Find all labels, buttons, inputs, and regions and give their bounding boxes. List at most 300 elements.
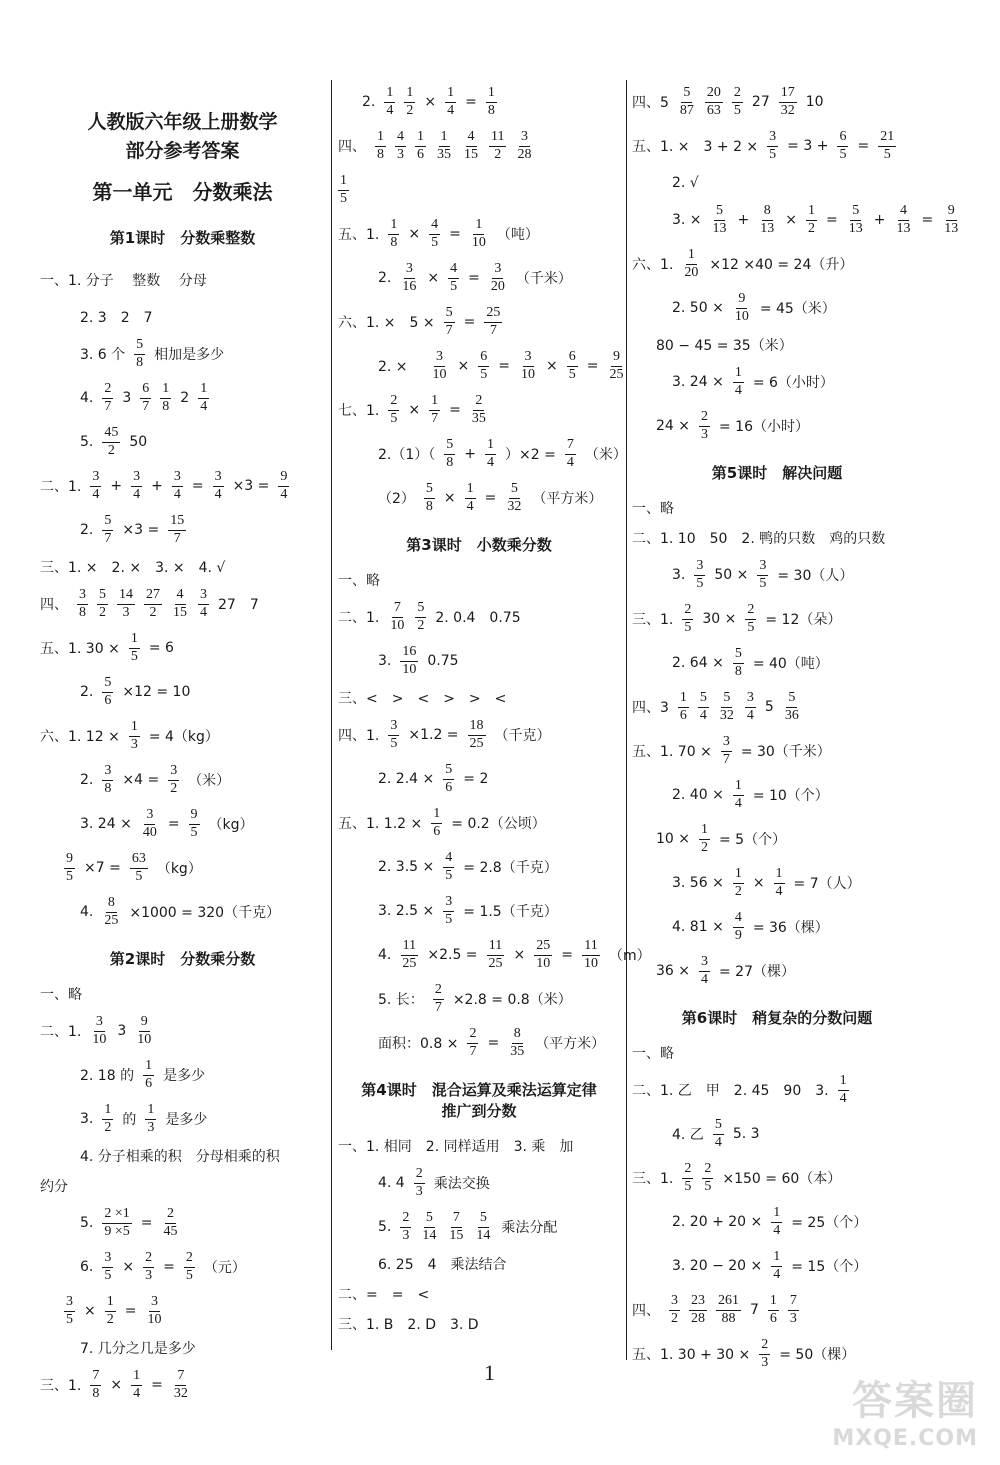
answer-text: （kg） [156,861,202,877]
fraction [489,262,507,294]
answer-text: 7. 几分之几是多少 [80,1341,196,1357]
fraction-denominator: 2 [170,780,178,796]
fraction [145,1295,163,1327]
answer-line [632,1112,922,1156]
document-title [40,108,325,166]
answer-text: 4. [80,390,94,406]
fraction-numerator: 5 [444,438,455,455]
fraction-numerator: 3 [172,470,183,487]
answer-text: = 30（人） [777,568,854,584]
fraction [486,86,497,118]
fraction-numerator: 1 [102,1103,113,1120]
column-divider-left [331,80,332,1350]
fraction [768,1294,779,1326]
answer-text: 5. [80,434,94,450]
fraction [699,823,710,855]
answer-text: × [84,1303,96,1319]
fraction-numerator: 2 [400,1211,411,1228]
answer-text: 2. [378,270,392,286]
answer-text: 四、 [40,597,68,613]
fraction-denominator: 25 [469,735,484,751]
answer-line [632,523,922,553]
answer-text: = 40（吨） [752,656,829,672]
answer-text: = 25（个） [791,1215,868,1231]
fraction-numerator: 25 [484,306,502,323]
fraction-denominator: 5 [66,868,73,884]
answer-text: 四、3 [632,700,669,716]
fraction-numerator: 3 [492,262,503,279]
answer-text: 六、1. [632,257,674,273]
fraction-numerator: 5 [713,1118,724,1135]
answer-line [338,889,620,933]
answer-line [632,1038,922,1068]
fraction [130,852,148,884]
fraction-numerator: 2 [165,1207,176,1224]
fraction-numerator: 1 [439,130,450,147]
answer-text: = 3 + [787,138,829,154]
fraction-denominator: 6 [679,707,687,723]
fraction-numerator: 6 [140,382,151,399]
fraction [388,218,399,250]
answer-text: 六、1. × 5 × [338,315,435,331]
fraction-denominator: 2 [107,442,115,458]
fraction-numerator: 5 [681,86,692,103]
answer-line [40,979,325,1009]
fraction [131,470,142,502]
answer-line [338,388,620,432]
answer-text: 2. [80,522,94,538]
fraction-numerator: 2 [184,1251,195,1268]
answer-text: 的 [122,1112,137,1128]
fraction [168,514,186,546]
column-right [632,80,959,1376]
answer-text: = [586,358,599,374]
answer-text: + [151,478,163,494]
answer-line [338,212,620,256]
fraction [134,338,145,370]
answer-line [40,1363,325,1407]
fraction-denominator: 4 [734,382,742,398]
fraction-numerator: 1 [771,1206,782,1223]
fraction [733,779,744,811]
fraction [699,955,710,987]
fraction-numerator: 2 [143,1251,154,1268]
lesson-heading: 第2课时 分数乘分数 [109,950,256,968]
answer-text: = [124,1303,137,1319]
fraction-denominator: 4 [487,454,494,470]
fraction [105,1295,116,1327]
answer-text: （吨） [496,227,539,243]
answer-text: × [408,402,421,418]
answer-text: 是多少 [163,1068,206,1084]
fraction [338,174,349,206]
column-right-content [632,80,959,1376]
answer-text: 5. [80,1215,94,1231]
answer-text: ×3 = [232,478,270,494]
fraction-denominator: 3 [415,1183,423,1199]
fraction-denominator: 28 [517,146,532,162]
fraction-denominator: 8 [79,604,86,620]
watermark [832,1369,978,1451]
fraction [388,719,399,751]
fraction [102,426,120,458]
fraction [443,851,454,883]
fraction-denominator: 45 [163,1223,178,1239]
answer-line [40,376,325,420]
answer-line [338,1249,620,1279]
answer-text: ×2.8 = 0.8（米） [452,992,572,1008]
answer-line [40,1289,325,1333]
fraction-numerator: 2 [467,1027,478,1044]
fraction-denominator: 8 [104,780,112,796]
answer-text: 30 × [702,611,737,627]
fraction-denominator: 8 [377,146,384,162]
fraction-numerator: 1 [771,1250,782,1267]
answer-line [338,757,620,801]
answer-line [40,758,325,802]
fraction [478,350,489,382]
fraction-denominator: 4 [839,1090,847,1106]
fraction-denominator: 3 [761,1354,769,1370]
answer-text: × [457,358,470,374]
fraction [429,394,440,426]
fraction-denominator: 4 [92,486,100,502]
fraction [443,763,454,795]
fraction-denominator: 3 [701,426,708,442]
fraction [184,1251,195,1283]
answer-text: 2. 2.4 × [378,771,435,787]
fraction [102,1103,113,1135]
fraction-numerator: 4 [733,911,744,928]
fraction-numerator: 9 [278,470,289,487]
answer-text: 五、1. × 3 + 2 × [632,139,759,155]
answer-line [40,626,325,670]
answer-text: = 36（棵） [752,920,829,936]
fraction-numerator: 3 [404,262,415,279]
answer-text: 二、1. [338,610,380,626]
answer-text: = 6 [148,640,174,656]
answer-line [632,80,922,124]
answer-line [40,420,325,464]
answer-line [40,1333,325,1363]
answer-text: + [464,446,476,462]
column-divider-right [626,80,627,1360]
fraction [669,1294,680,1326]
fraction-denominator: 10 [734,308,749,324]
fraction-numerator: 1 [160,382,171,399]
fraction-numerator: 6 [837,130,848,147]
fraction [567,350,578,382]
fraction-numerator: 5 [509,482,520,499]
answer-line [632,817,922,861]
answer-text: = 30（千米） [740,744,831,760]
fraction-numerator: 1 [768,1294,779,1311]
answer-text: ×7 = [84,860,121,876]
fraction-denominator: 4 [133,1385,141,1401]
answer-text: 2. 3 2 7 [80,310,153,326]
answer-text: = [167,816,180,832]
answer-text: 2. [80,684,94,700]
fraction-denominator: 4 [773,1222,781,1238]
answer-line [40,508,325,552]
answer-text: 27 7 [218,597,259,613]
fraction-denominator: 5 [883,146,891,162]
answer-text: = [921,212,934,228]
fraction-numerator: 5 [134,338,145,355]
answer-text: 4. 分子相乘的积 分母相乘的积 [80,1149,280,1165]
fraction-numerator: 2 [414,1167,425,1184]
answer-text: = [191,478,204,494]
fraction-denominator: 5 [696,575,704,591]
fraction-numerator: 8 [512,1027,523,1044]
answer-line [40,258,325,302]
fraction [431,807,442,839]
fraction [713,1118,724,1150]
answer-line [632,493,922,523]
fraction-denominator: 32 [780,102,795,118]
answer-line [338,565,620,595]
fraction [759,1338,770,1370]
fraction [189,808,200,840]
fraction-numerator: 1 [198,382,209,399]
answer-text: 三、1. [632,1171,674,1187]
answer-text: 36 × [656,963,690,979]
fraction [375,130,386,162]
fraction [198,382,209,414]
fraction-denominator: 4 [714,1134,722,1150]
fraction [678,691,689,723]
fraction-numerator: 9 [139,1015,150,1032]
fraction [97,588,108,620]
fraction [435,130,453,162]
answer-line [40,1245,325,1289]
fraction-denominator: 3 [397,146,404,162]
fraction-numerator: 261 [716,1294,741,1311]
fraction-numerator: 16 [400,645,418,662]
fraction-denominator: 5 [340,190,347,206]
fraction-denominator: 6 [145,1075,153,1091]
answer-line [632,597,922,641]
fraction-numerator: 1 [143,1059,154,1076]
answer-text: 2. 64 × [672,655,724,671]
fraction-numerator: 4 [429,218,440,235]
answer-text: 约分 [40,1179,68,1195]
answer-text: （平方米） [532,491,603,507]
fraction-numerator: 3 [434,350,445,367]
fraction [470,218,488,250]
fraction-numerator: 6 [478,350,489,367]
answer-text: ×150 = 60（本） [722,1171,842,1187]
answer-line [338,124,620,168]
answer-text: = [151,1377,163,1393]
fraction-numerator: 2 [473,394,484,411]
fraction-denominator: 28 [691,1310,705,1326]
answer-line [40,302,325,332]
answer-text: 6. [80,1259,94,1275]
fraction-denominator: 4 [280,486,288,502]
answer-text: = [498,358,511,374]
fraction-denominator: 2 [406,102,414,118]
fraction-numerator: 1 [486,86,497,103]
answer-text: = 1.5（千克） [463,904,558,920]
fraction [143,1251,154,1283]
fraction-numerator: 5 [850,204,861,221]
fraction-numerator: 1 [429,394,440,411]
answer-text: 3. [672,567,686,583]
fraction-denominator: 6 [433,823,441,839]
fraction [424,482,435,514]
fraction-denominator: 7 [431,410,439,426]
answer-text: （2） [378,491,415,507]
answer-text: = [826,212,838,228]
answer-line [632,1200,922,1244]
fraction-denominator: 4 [133,486,141,502]
fraction-numerator: 5 [733,647,744,664]
answer-text: 二、1. 10 50 2. 鸭的只数 鸡的只数 [632,531,886,547]
fraction-denominator: 5 [185,1267,193,1283]
fraction-numerator: 2 [702,1162,713,1179]
fraction [806,204,817,236]
page-number: 1 [484,1360,495,1385]
fraction [102,764,113,796]
fraction [429,218,440,250]
fraction-denominator: 9 ×5 [104,1223,130,1239]
fraction-denominator: 3 [130,736,138,752]
fraction-denominator: 4 [214,486,222,502]
answer-text: + [737,212,750,228]
fraction [682,248,700,280]
fraction-denominator: 5 [839,146,847,162]
answer-line [40,1141,325,1171]
answer-text: 2. [80,772,94,788]
fraction-numerator: 27 [144,588,162,605]
fraction-denominator: 5 [450,278,458,294]
fraction [213,470,224,502]
fraction-numerator: 2 [682,603,693,620]
fraction-denominator: 10 [92,1031,107,1047]
fraction-denominator: 5 [769,146,777,162]
answer-line [338,300,620,344]
fraction-denominator: 35 [437,146,451,162]
fraction-denominator: 2 [671,1310,678,1326]
fraction-numerator: 2 [759,1338,770,1355]
fraction [433,983,444,1015]
answer-text: 7 [750,1302,759,1318]
fraction-denominator: 10 [147,1311,162,1327]
answer-line [338,476,620,520]
fraction-denominator: 10 [584,955,599,971]
fraction-denominator: 10 [402,661,417,677]
fraction-numerator: 5 [698,691,709,708]
fraction-denominator: 2 [701,839,708,855]
fraction [467,1027,478,1059]
answer-line [338,168,620,212]
fraction-numerator: 1 [686,248,697,265]
fraction [505,482,523,514]
fraction-denominator: 10 [471,234,486,250]
answer-text: = [463,314,476,330]
answer-text: 4. 81 × [672,919,724,935]
answer-text: × [424,94,437,110]
fraction-denominator: 10 [390,617,405,633]
answer-text: 80 − 45 = 35（米） [656,338,793,354]
lesson-heading: 第4课时 混合运算及乘法运算定律 推广到分数 [361,1081,597,1120]
fraction-denominator: 5 [733,102,741,118]
fraction [470,394,488,426]
answer-line [338,1309,620,1339]
answer-line [40,332,325,376]
answer-text: 27 [751,94,770,110]
fraction-numerator: 3 [144,808,155,825]
fraction-numerator: 9 [611,350,622,367]
fraction [415,601,426,633]
fraction [508,1027,526,1059]
answer-text: 2. 18 的 [80,1068,135,1084]
answer-text: = 27（棵） [719,964,795,980]
fraction-numerator: 1 [774,867,785,884]
fraction-numerator: 1 [678,691,689,708]
answer-text: 是多少 [165,1112,208,1128]
fraction [468,719,486,751]
answer-text: 2. 20 + 20 × [672,1214,763,1230]
fraction-numerator: 1 [733,779,744,796]
fraction [682,1162,693,1194]
fraction-numerator: 1 [105,1295,116,1312]
fraction-numerator: 1 [485,438,496,455]
lesson-heading: 第5课时 解决问题 [711,464,843,482]
fraction [718,691,736,723]
answer-text: 四、1. [338,728,380,744]
fraction [162,1207,180,1239]
fraction [711,204,729,236]
answer-text: ×3 = [122,522,160,538]
fraction-denominator: 88 [721,1310,736,1326]
fraction-numerator: 15 [168,514,186,531]
fraction-denominator: 7 [173,530,181,546]
fraction-numerator: 9 [189,808,200,825]
fraction-numerator: 2 [732,86,743,103]
fraction-numerator: 3 [94,1015,105,1032]
answer-text: = [487,1035,500,1051]
fraction-numerator: 3 [669,1294,680,1311]
fraction [519,350,537,382]
fraction [90,1369,101,1401]
answer-text: 七、1. [338,403,380,419]
fraction-numerator: 5 [786,691,797,708]
title-line-2: 部分参考答案 [125,140,240,162]
fraction [757,559,768,591]
fraction-numerator: 1 [465,482,476,499]
fraction-numerator: 1 [375,130,386,147]
fraction [678,86,696,118]
answer-line [338,595,620,639]
fraction [420,1211,438,1243]
fraction-denominator: 14 [422,1227,437,1243]
fraction-numerator: 3 [519,130,530,147]
fraction [607,350,625,382]
answer-line [632,1244,922,1288]
answer-line [338,683,620,713]
fraction-denominator: 4 [746,707,754,723]
fraction [694,559,705,591]
fraction-denominator: 10 [521,366,536,382]
fraction-denominator: 3 [402,1227,410,1243]
fraction [90,1015,108,1047]
fraction [400,262,418,294]
fraction-denominator: 63 [706,102,721,118]
fraction-numerator: 11 [489,130,506,147]
answer-line [338,1131,620,1161]
